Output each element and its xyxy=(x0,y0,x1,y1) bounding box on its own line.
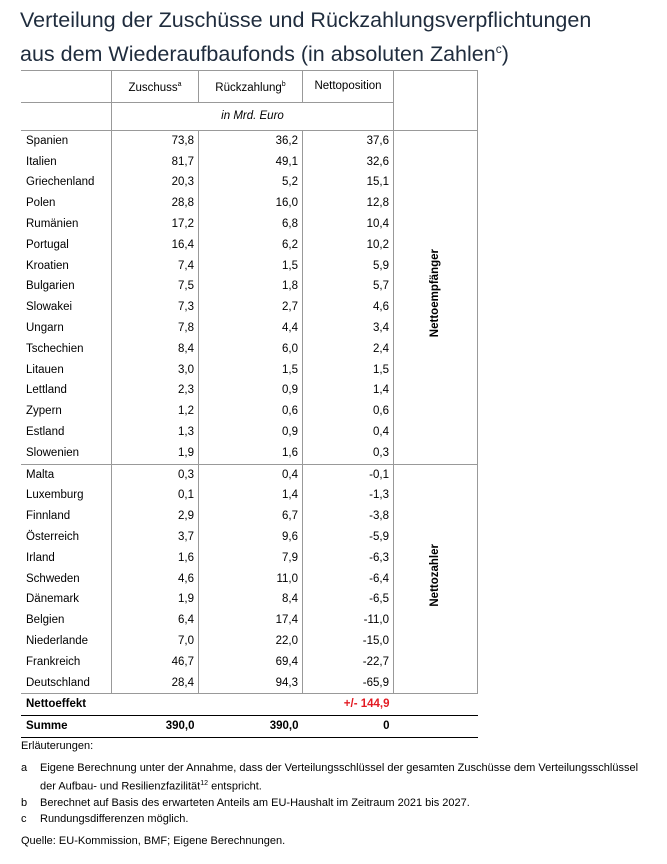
country-cell: Slowakei xyxy=(21,297,112,318)
rueckzahlung-cell: 0,9 xyxy=(199,422,303,443)
rueckzahlung-cell: 1,5 xyxy=(199,256,303,277)
rueckzahlung-cell: 6,2 xyxy=(199,235,303,256)
netto-cell: -15,0 xyxy=(303,631,394,652)
zuschuss-cell: 7,5 xyxy=(112,276,199,297)
netto-cell: 15,1 xyxy=(303,172,394,193)
netto-cell: -22,7 xyxy=(303,652,394,673)
summe-label: Summe xyxy=(21,716,112,738)
note-a: a Eigene Berechnung unter der Annahme, dass der Verteilungsschlüssel der gesamten Zuschüsse dem Verteilungsschlüssel der Aufbau- und Resilienzfazilität$^{12}$ entspricht. xyxy=(21,762,639,793)
netto-cell: -6,3 xyxy=(303,548,394,569)
header-netto: Nettoposition xyxy=(303,71,394,103)
netto-cell: 37,6 xyxy=(303,130,394,151)
netto-cell: 0,3 xyxy=(303,443,394,464)
zuschuss-cell: 7,8 xyxy=(112,318,199,339)
unit-label: in Mrd. Euro xyxy=(112,102,394,130)
title-footnote-marker: c xyxy=(495,42,502,56)
rueckzahlung-cell: 6,7 xyxy=(199,506,303,527)
rueckzahlung-cell: 0,4 xyxy=(199,464,303,485)
rueckzahlung-cell: 0,9 xyxy=(199,380,303,401)
summe-rueckzahlung: 390,0 xyxy=(199,716,303,738)
country-cell: Irland xyxy=(21,548,112,569)
zuschuss-cell: 20,3 xyxy=(112,172,199,193)
rueckzahlung-cell: 16,0 xyxy=(199,193,303,214)
empfaenger-group-label: Nettoempfänger xyxy=(394,130,478,464)
nettoeffekt-row xyxy=(21,694,478,716)
summe-netto: 0 xyxy=(303,716,394,738)
netto-cell: 1,5 xyxy=(303,360,394,381)
unit-row xyxy=(21,102,478,130)
rueckzahlung-cell: 7,9 xyxy=(199,548,303,569)
country-cell: Finnland xyxy=(21,506,112,527)
country-cell: Polen xyxy=(21,193,112,214)
notes xyxy=(21,738,641,849)
country-cell: Deutschland xyxy=(21,673,112,694)
country-cell: Luxemburg xyxy=(21,485,112,506)
rueckzahlung-cell: 22,0 xyxy=(199,631,303,652)
nettoeffekt-label: Nettoeffekt xyxy=(21,694,112,716)
zuschuss-cell: 1,3 xyxy=(112,422,199,443)
rueckzahlung-cell: 1,8 xyxy=(199,276,303,297)
rueckzahlung-cell: 17,4 xyxy=(199,610,303,631)
country-cell: Schweden xyxy=(21,569,112,590)
country-cell: Ungarn xyxy=(21,318,112,339)
zuschuss-cell: 2,3 xyxy=(112,380,199,401)
country-cell: Frankreich xyxy=(21,652,112,673)
rueckzahlung-cell: 69,4 xyxy=(199,652,303,673)
netto-cell: -11,0 xyxy=(303,610,394,631)
netto-cell: 0,6 xyxy=(303,401,394,422)
header-empty xyxy=(21,71,112,103)
rueckzahlung-cell: 94,3 xyxy=(199,673,303,694)
zuschuss-cell: 1,9 xyxy=(112,443,199,464)
country-cell: Österreich xyxy=(21,527,112,548)
title-line-2-end: ) xyxy=(501,42,509,67)
netto-cell: 5,7 xyxy=(303,276,394,297)
data-table xyxy=(21,70,478,738)
country-cell: Lettland xyxy=(21,380,112,401)
country-cell: Bulgarien xyxy=(21,276,112,297)
netto-cell: 0,4 xyxy=(303,422,394,443)
country-cell: Estland xyxy=(21,422,112,443)
netto-cell: 10,2 xyxy=(303,235,394,256)
country-cell: Griechenland xyxy=(21,172,112,193)
rueckzahlung-cell: 4,4 xyxy=(199,318,303,339)
zuschuss-cell: 1,6 xyxy=(112,548,199,569)
zuschuss-cell: 7,0 xyxy=(112,631,199,652)
note-c: c Rundungsdifferenzen möglich. xyxy=(21,812,189,825)
header-side xyxy=(394,71,478,103)
country-cell: Portugal xyxy=(21,235,112,256)
notes-heading: Erläuterungen: xyxy=(21,740,94,752)
netto-cell: -65,9 xyxy=(303,673,394,694)
table-row xyxy=(21,464,478,485)
summe-zuschuss: 390,0 xyxy=(112,716,199,738)
zuschuss-cell: 3,7 xyxy=(112,527,199,548)
zuschuss-cell: 28,4 xyxy=(112,673,199,694)
netto-cell: 3,4 xyxy=(303,318,394,339)
netto-cell: 4,6 xyxy=(303,297,394,318)
netto-cell: 5,9 xyxy=(303,256,394,277)
table-row xyxy=(21,130,478,151)
zuschuss-cell: 0,1 xyxy=(112,485,199,506)
netto-cell: 12,8 xyxy=(303,193,394,214)
netto-cell: 32,6 xyxy=(303,152,394,173)
rueckzahlung-cell: 8,4 xyxy=(199,589,303,610)
rueckzahlung-cell: 6,8 xyxy=(199,214,303,235)
zuschuss-cell: 17,2 xyxy=(112,214,199,235)
zuschuss-cell: 1,2 xyxy=(112,401,199,422)
country-cell: Rumänien xyxy=(21,214,112,235)
zuschuss-cell: 6,4 xyxy=(112,610,199,631)
zuschuss-cell: 3,0 xyxy=(112,360,199,381)
zuschuss-cell: 28,8 xyxy=(112,193,199,214)
zuschuss-cell: 1,9 xyxy=(112,589,199,610)
zuschuss-cell: 81,7 xyxy=(112,152,199,173)
country-cell: Spanien xyxy=(21,130,112,151)
zuschuss-cell: 7,3 xyxy=(112,297,199,318)
netto-cell: -6,4 xyxy=(303,569,394,590)
netto-cell: -5,9 xyxy=(303,527,394,548)
rueckzahlung-cell: 9,6 xyxy=(199,527,303,548)
header-rueckzahlung: Rückzahlung$^b$ xyxy=(199,71,303,103)
rueckzahlung-cell: 1,5 xyxy=(199,360,303,381)
summe-row xyxy=(21,716,478,738)
rueckzahlung-cell: 49,1 xyxy=(199,152,303,173)
title-line-1: Verteilung der Zuschüsse und Rückzahlungsverpflichtungen xyxy=(20,8,592,32)
page-title xyxy=(20,6,660,69)
rueckzahlung-cell: 5,2 xyxy=(199,172,303,193)
netto-cell: 2,4 xyxy=(303,339,394,360)
country-cell: Malta xyxy=(21,464,112,485)
rueckzahlung-cell: 6,0 xyxy=(199,339,303,360)
zuschuss-cell: 0,3 xyxy=(112,464,199,485)
country-cell: Litauen xyxy=(21,360,112,381)
country-cell: Italien xyxy=(21,152,112,173)
header-zuschuss: Zuschuss$^a$ xyxy=(112,71,199,103)
netto-cell: 1,4 xyxy=(303,380,394,401)
netto-cell: -6,5 xyxy=(303,589,394,610)
rueckzahlung-cell: 1,6 xyxy=(199,443,303,464)
note-b: b Berechnet auf Basis des erwarteten Anteils am EU-Haushalt im Zeitraum 2021 bis 2027. xyxy=(21,796,470,809)
zuschuss-cell: 16,4 xyxy=(112,235,199,256)
zuschuss-cell: 2,9 xyxy=(112,506,199,527)
title-line-2: aus dem Wiederaufbaufonds (in absoluten Zahlen xyxy=(20,42,496,67)
zuschuss-cell: 4,6 xyxy=(112,569,199,590)
country-cell: Dänemark xyxy=(21,589,112,610)
netto-cell: 10,4 xyxy=(303,214,394,235)
rueckzahlung-cell: 36,2 xyxy=(199,130,303,151)
zuschuss-cell: 8,4 xyxy=(112,339,199,360)
zuschuss-cell: 73,8 xyxy=(112,130,199,151)
netto-cell: -1,3 xyxy=(303,485,394,506)
rueckzahlung-cell: 2,7 xyxy=(199,297,303,318)
zahler-group-label: Nettozahler xyxy=(394,464,478,694)
country-cell: Niederlande xyxy=(21,631,112,652)
rueckzahlung-cell: 11,0 xyxy=(199,569,303,590)
netto-cell: -3,8 xyxy=(303,506,394,527)
rueckzahlung-cell: 0,6 xyxy=(199,401,303,422)
country-cell: Slowenien xyxy=(21,443,112,464)
rueckzahlung-cell: 1,4 xyxy=(199,485,303,506)
nettoeffekt-value: +/- 144,9 xyxy=(303,694,394,716)
zuschuss-cell: 46,7 xyxy=(112,652,199,673)
header-row xyxy=(21,71,478,103)
country-cell: Zypern xyxy=(21,401,112,422)
country-cell: Belgien xyxy=(21,610,112,631)
source: Quelle: EU-Kommission, BMF; Eigene Berechnungen. xyxy=(21,834,286,847)
netto-cell: -0,1 xyxy=(303,464,394,485)
country-cell: Kroatien xyxy=(21,256,112,277)
zuschuss-cell: 7,4 xyxy=(112,256,199,277)
country-cell: Tschechien xyxy=(21,339,112,360)
